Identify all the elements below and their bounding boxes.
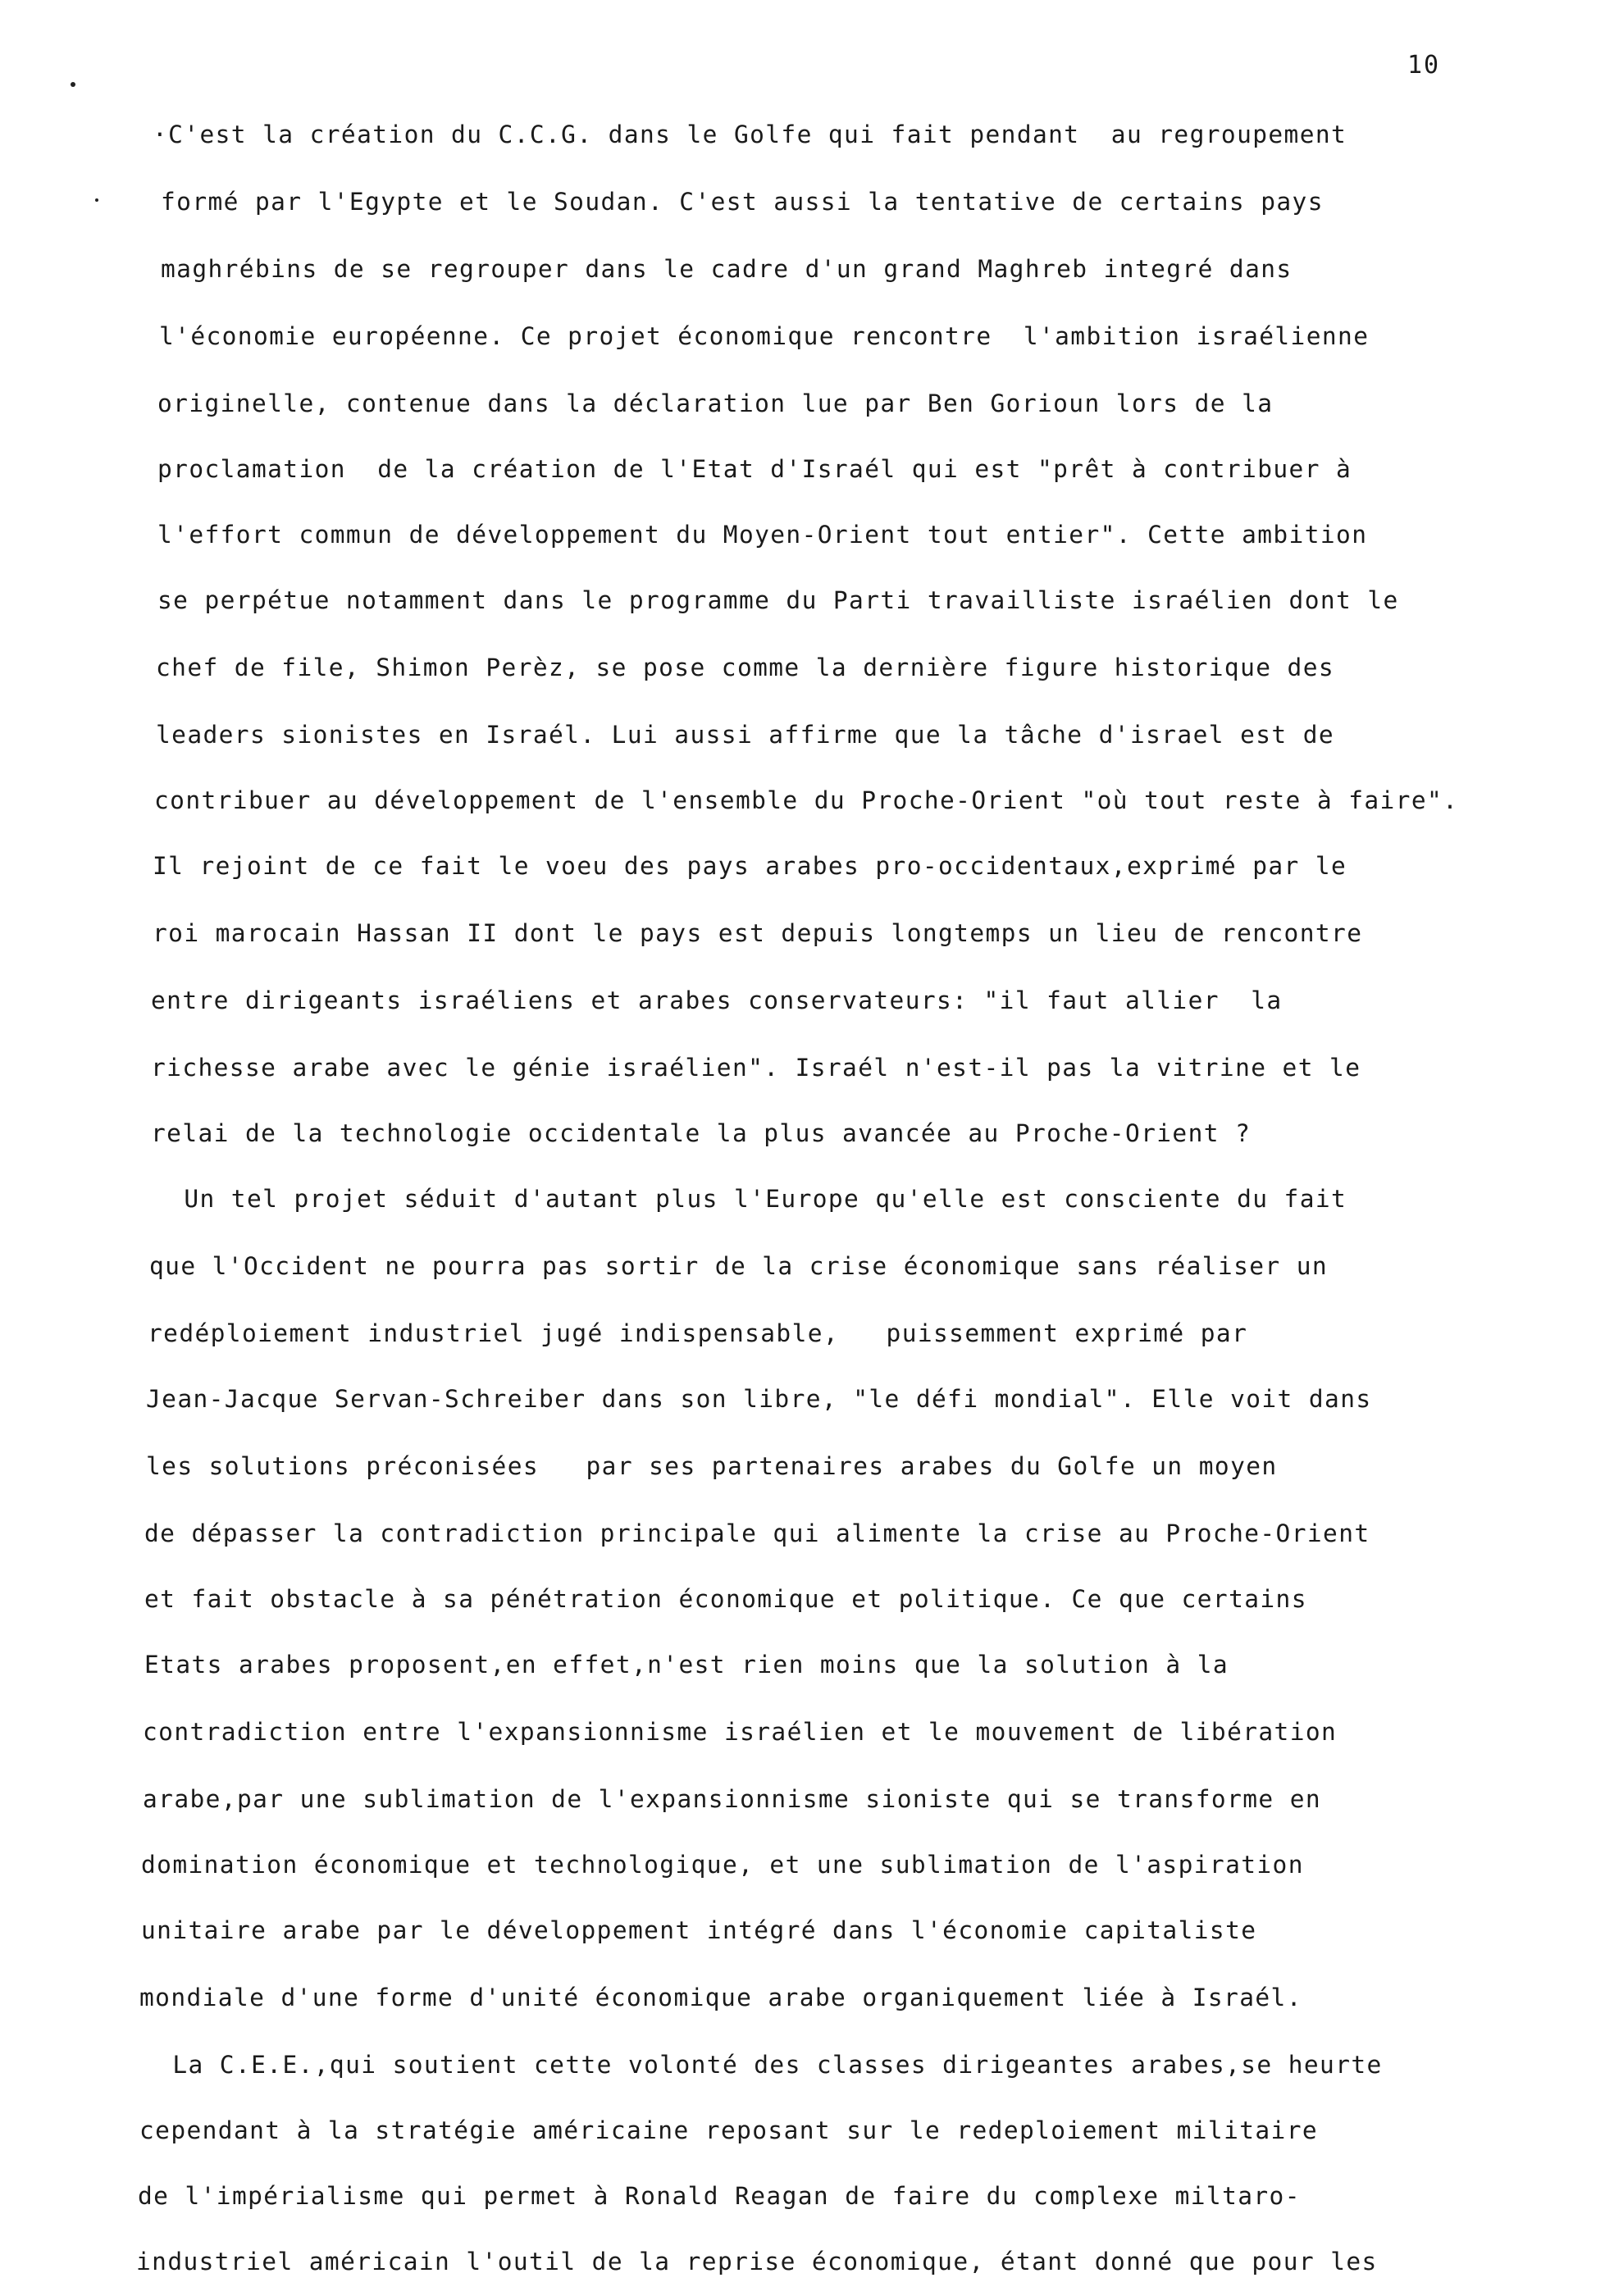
text-line: se perpétue notamment dans le programme du Parti travailliste israélien dont le xyxy=(157,586,1399,614)
text-line: et fait obstacle à sa pénétration économique et politique. Ce que certains xyxy=(144,1585,1307,1613)
text-line: l'économie européenne. Ce projet économique rencontre l'ambition israélienne xyxy=(159,322,1370,350)
text-line: formé par l'Egypte et le Soudan. C'est aussi la tentative de certains pays xyxy=(161,188,1324,216)
text-line: mondiale d'une forme d'unité économique arabe organiquement liée à Israél. xyxy=(139,1984,1302,2011)
text-line: Jean-Jacque Servan-Schreiber dans son libre, "le défi mondial". Elle voit dans xyxy=(146,1385,1372,1413)
text-line: arabe,par une sublimation de l'expansionnisme sioniste qui se transforme en xyxy=(143,1785,1322,1813)
margin-dot xyxy=(71,82,75,87)
text-line: originelle, contenue dans la déclaration lue par Ben Gorioun lors de la xyxy=(157,390,1274,417)
text-line: richesse arabe avec le génie israélien". Israél n'est-il pas la vitrine et le xyxy=(151,1054,1361,1082)
text-line: relai de la technologie occidentale la plus avancée au Proche-Orient ? xyxy=(151,1119,1252,1147)
text-line: Il rejoint de ce fait le voeu des pays arabes pro-occidentaux,exprimé par le xyxy=(153,852,1347,880)
page-number: 10 xyxy=(1407,51,1441,80)
text-line: unitaire arabe par le développement intégré dans l'économie capitaliste xyxy=(141,1916,1257,1944)
text-line: que l'Occident ne pourra pas sortir de la crise économique sans réaliser un xyxy=(149,1252,1329,1280)
margin-dot xyxy=(95,198,98,202)
text-line: contradiction entre l'expansionnisme israélien et le mouvement de libération xyxy=(143,1718,1338,1746)
text-line: La C.E.E.,qui soutient cette volonté des classes dirigeantes arabes,se heurte xyxy=(141,2051,1383,2079)
text-line: Etats arabes proposent,en effet,n'est rien moins que la solution à la xyxy=(144,1651,1229,1679)
text-line: proclamation de la création de l'Etat d'Israél qui est "prêt à contribuer à xyxy=(157,455,1352,483)
text-line: leaders sionistes en Israél. Lui aussi affirme que la tâche d'israel est de xyxy=(156,721,1335,749)
text-line: redéploiement industriel jugé indispensable, puissemment exprimé par xyxy=(148,1319,1248,1347)
text-line: l'effort commun de développement du Moyen-Orient tout entier". Cette ambition xyxy=(157,521,1368,549)
text-line: roi marocain Hassan II dont le pays est depuis longtemps un lieu de rencontre xyxy=(153,919,1363,947)
text-line: industriel américain l'outil de la reprise économique, étant donné que pour les xyxy=(136,2248,1378,2276)
text-line: les solutions préconisées par ses partenaires arabes du Golfe un moyen xyxy=(146,1452,1278,1480)
text-line: contribuer au développement de l'ensemble du Proche-Orient "où tout reste à faire". xyxy=(154,786,1459,814)
text-line: maghrébins de se regrouper dans le cadre d'un grand Maghreb integré dans xyxy=(161,255,1293,283)
text-line: cependant à la stratégie américaine reposant sur le redeploiement militaire xyxy=(139,2116,1319,2144)
text-line: domination économique et technologique, et une sublimation de l'aspiration xyxy=(141,1851,1304,1879)
text-line: chef de file, Shimon Perèz, se pose comme la dernière figure historique des xyxy=(156,654,1335,681)
text-line: entre dirigeants israéliens et arabes conservateurs: "il faut allier la xyxy=(151,986,1283,1014)
text-line: de dépasser la contradiction principale qui alimente la crise au Proche-Orient xyxy=(144,1519,1370,1547)
text-line: de l'impérialisme qui permet à Ronald Reagan de faire du complexe miltaro- xyxy=(138,2182,1301,2210)
text-line: Un tel projet séduit d'autant plus l'Europe qu'elle est consciente du fait xyxy=(153,1185,1347,1213)
text-line: ·C'est la création du C.C.G. dans le Golfe qui fait pendant au regroupement xyxy=(153,121,1347,148)
